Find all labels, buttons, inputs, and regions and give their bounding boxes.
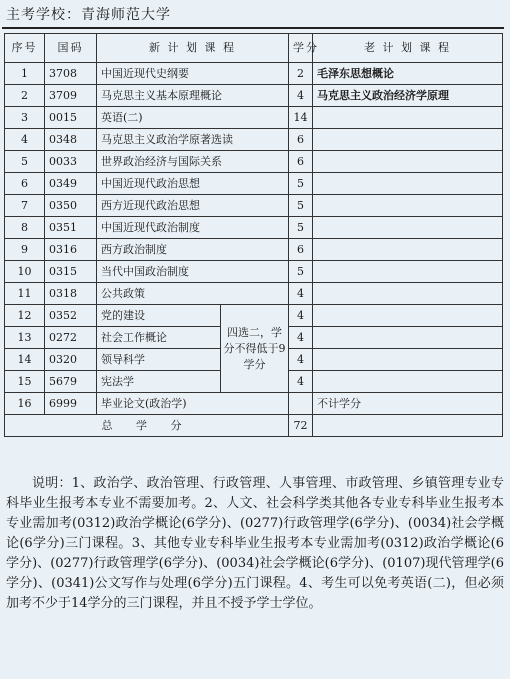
course-code: 0348 [45,129,97,151]
row-number: 14 [5,349,45,371]
table-row [5,107,503,129]
old-course-name [313,239,503,261]
course-code: 0351 [45,217,97,239]
header-rule [2,27,504,29]
course-name: 西方政治制度 [97,239,289,261]
row-number: 13 [5,327,45,349]
old-course-name [313,173,503,195]
old-course-name: 不计学分 [313,393,503,415]
row-number: 9 [5,239,45,261]
row-number: 11 [5,283,45,305]
course-name: 领导科学 [97,349,221,371]
row-number: 2 [5,85,45,107]
course-code: 0352 [45,305,97,327]
row-number: 16 [5,393,45,415]
old-course-name [313,261,503,283]
total-row [5,415,503,437]
course-name: 马克思主义政治学原著选读 [97,129,289,151]
course-credit [289,393,313,415]
table-row [5,63,503,85]
course-code: 0318 [45,283,97,305]
course-name: 毕业论文(政治学) [97,393,289,415]
course-code: 0272 [45,327,97,349]
old-course-name [313,151,503,173]
course-credit: 2 [289,63,313,85]
course-credit: 5 [289,217,313,239]
col-header-old-course: 老 计 划 课 程 [313,34,503,63]
course-name: 公共政策 [97,283,289,305]
course-credit: 4 [289,327,313,349]
total-label: 总 学 分 [5,415,289,437]
course-code: 3709 [45,85,97,107]
table-header-row [5,34,503,63]
course-name: 西方近现代政治思想 [97,195,289,217]
row-number: 5 [5,151,45,173]
old-course-name [313,217,503,239]
course-code: 0320 [45,349,97,371]
course-credit: 4 [289,283,313,305]
total-value: 72 [289,415,313,437]
course-credit: 6 [289,239,313,261]
old-course-name [313,129,503,151]
row-number: 3 [5,107,45,129]
course-credit: 5 [289,173,313,195]
course-code: 5679 [45,371,97,393]
table-row [5,261,503,283]
table-row [5,305,503,327]
course-name: 世界政治经济与国际关系 [97,151,289,173]
table-row [5,195,503,217]
row-number: 10 [5,261,45,283]
school-title: 主考学校：青海师范大学 [6,7,171,23]
course-code: 0316 [45,239,97,261]
table-row [5,217,503,239]
table-row [5,85,503,107]
old-course-name: 毛泽东思想概论 [313,63,503,85]
row-number: 7 [5,195,45,217]
table-row [5,239,503,261]
course-name: 英语(二) [97,107,289,129]
col-header-code: 国码 [45,34,97,63]
old-course-name [313,283,503,305]
old-course-name [313,327,503,349]
course-name: 党的建设 [97,305,221,327]
course-table [4,33,503,437]
old-course-name: 马克思主义政治经济学原理 [313,85,503,107]
old-course-name [313,107,503,129]
total-old-empty [313,415,503,437]
row-number: 15 [5,371,45,393]
table-row [5,151,503,173]
course-code: 6999 [45,393,97,415]
table-row [5,129,503,151]
course-credit: 5 [289,195,313,217]
old-course-name [313,305,503,327]
course-code: 0315 [45,261,97,283]
notes-paragraph: 说明：1、政治学、政治管理、行政管理、人事管理、市政管理、乡镇管理专业专科毕业生报考本专业不需要加考。2、人文、社会科学类其他各专业专科毕业生报考本专业需加考(0312)政治学概论(6学分)、(0277)行政管理学(6学分)、(0034)社会学概论(6学分)三门课程。3、其他专业专科毕业生报考本专业需加考(0312)政治学概论(6学分)、(0277)行政管理学(6学分)、(0034)社会学概论(6学分)、(0107)现代管理学(6学分)、(0341)公文写作与处理(6学分)五门课程。4、考生可以免考英语(二)，但必须加考不少于14学分的三门课程，并且不授予学士学位。 [6,476,504,611]
table-row [5,173,503,195]
course-credit: 6 [289,129,313,151]
table-row [5,393,503,415]
course-name: 马克思主义基本原理概论 [97,85,289,107]
course-name: 宪法学 [97,371,221,393]
course-code: 0349 [45,173,97,195]
old-course-name [313,195,503,217]
course-credit: 4 [289,349,313,371]
row-number: 4 [5,129,45,151]
elective-note: 四选二，学分不得低于9学分 [221,305,289,393]
course-code: 0350 [45,195,97,217]
course-credit: 4 [289,371,313,393]
col-header-credit: 学分 [289,34,313,63]
course-name: 中国近现代政治制度 [97,217,289,239]
course-name: 社会工作概论 [97,327,221,349]
old-course-name [313,371,503,393]
course-credit: 5 [289,261,313,283]
table-row [5,283,503,305]
course-credit: 6 [289,151,313,173]
old-course-name [313,349,503,371]
course-code: 0015 [45,107,97,129]
course-name: 中国近现代政治思想 [97,173,289,195]
course-credit: 4 [289,305,313,327]
row-number: 1 [5,63,45,85]
course-credit: 14 [289,107,313,129]
course-code: 3708 [45,63,97,85]
col-header-new-course: 新 计 划 课 程 [97,34,289,63]
row-number: 12 [5,305,45,327]
course-name: 当代中国政治制度 [97,261,289,283]
col-header-no: 序号 [5,34,45,63]
course-code: 0033 [45,151,97,173]
row-number: 6 [5,173,45,195]
row-number: 8 [5,217,45,239]
course-name: 中国近现代史纲要 [97,63,289,85]
course-credit: 4 [289,85,313,107]
